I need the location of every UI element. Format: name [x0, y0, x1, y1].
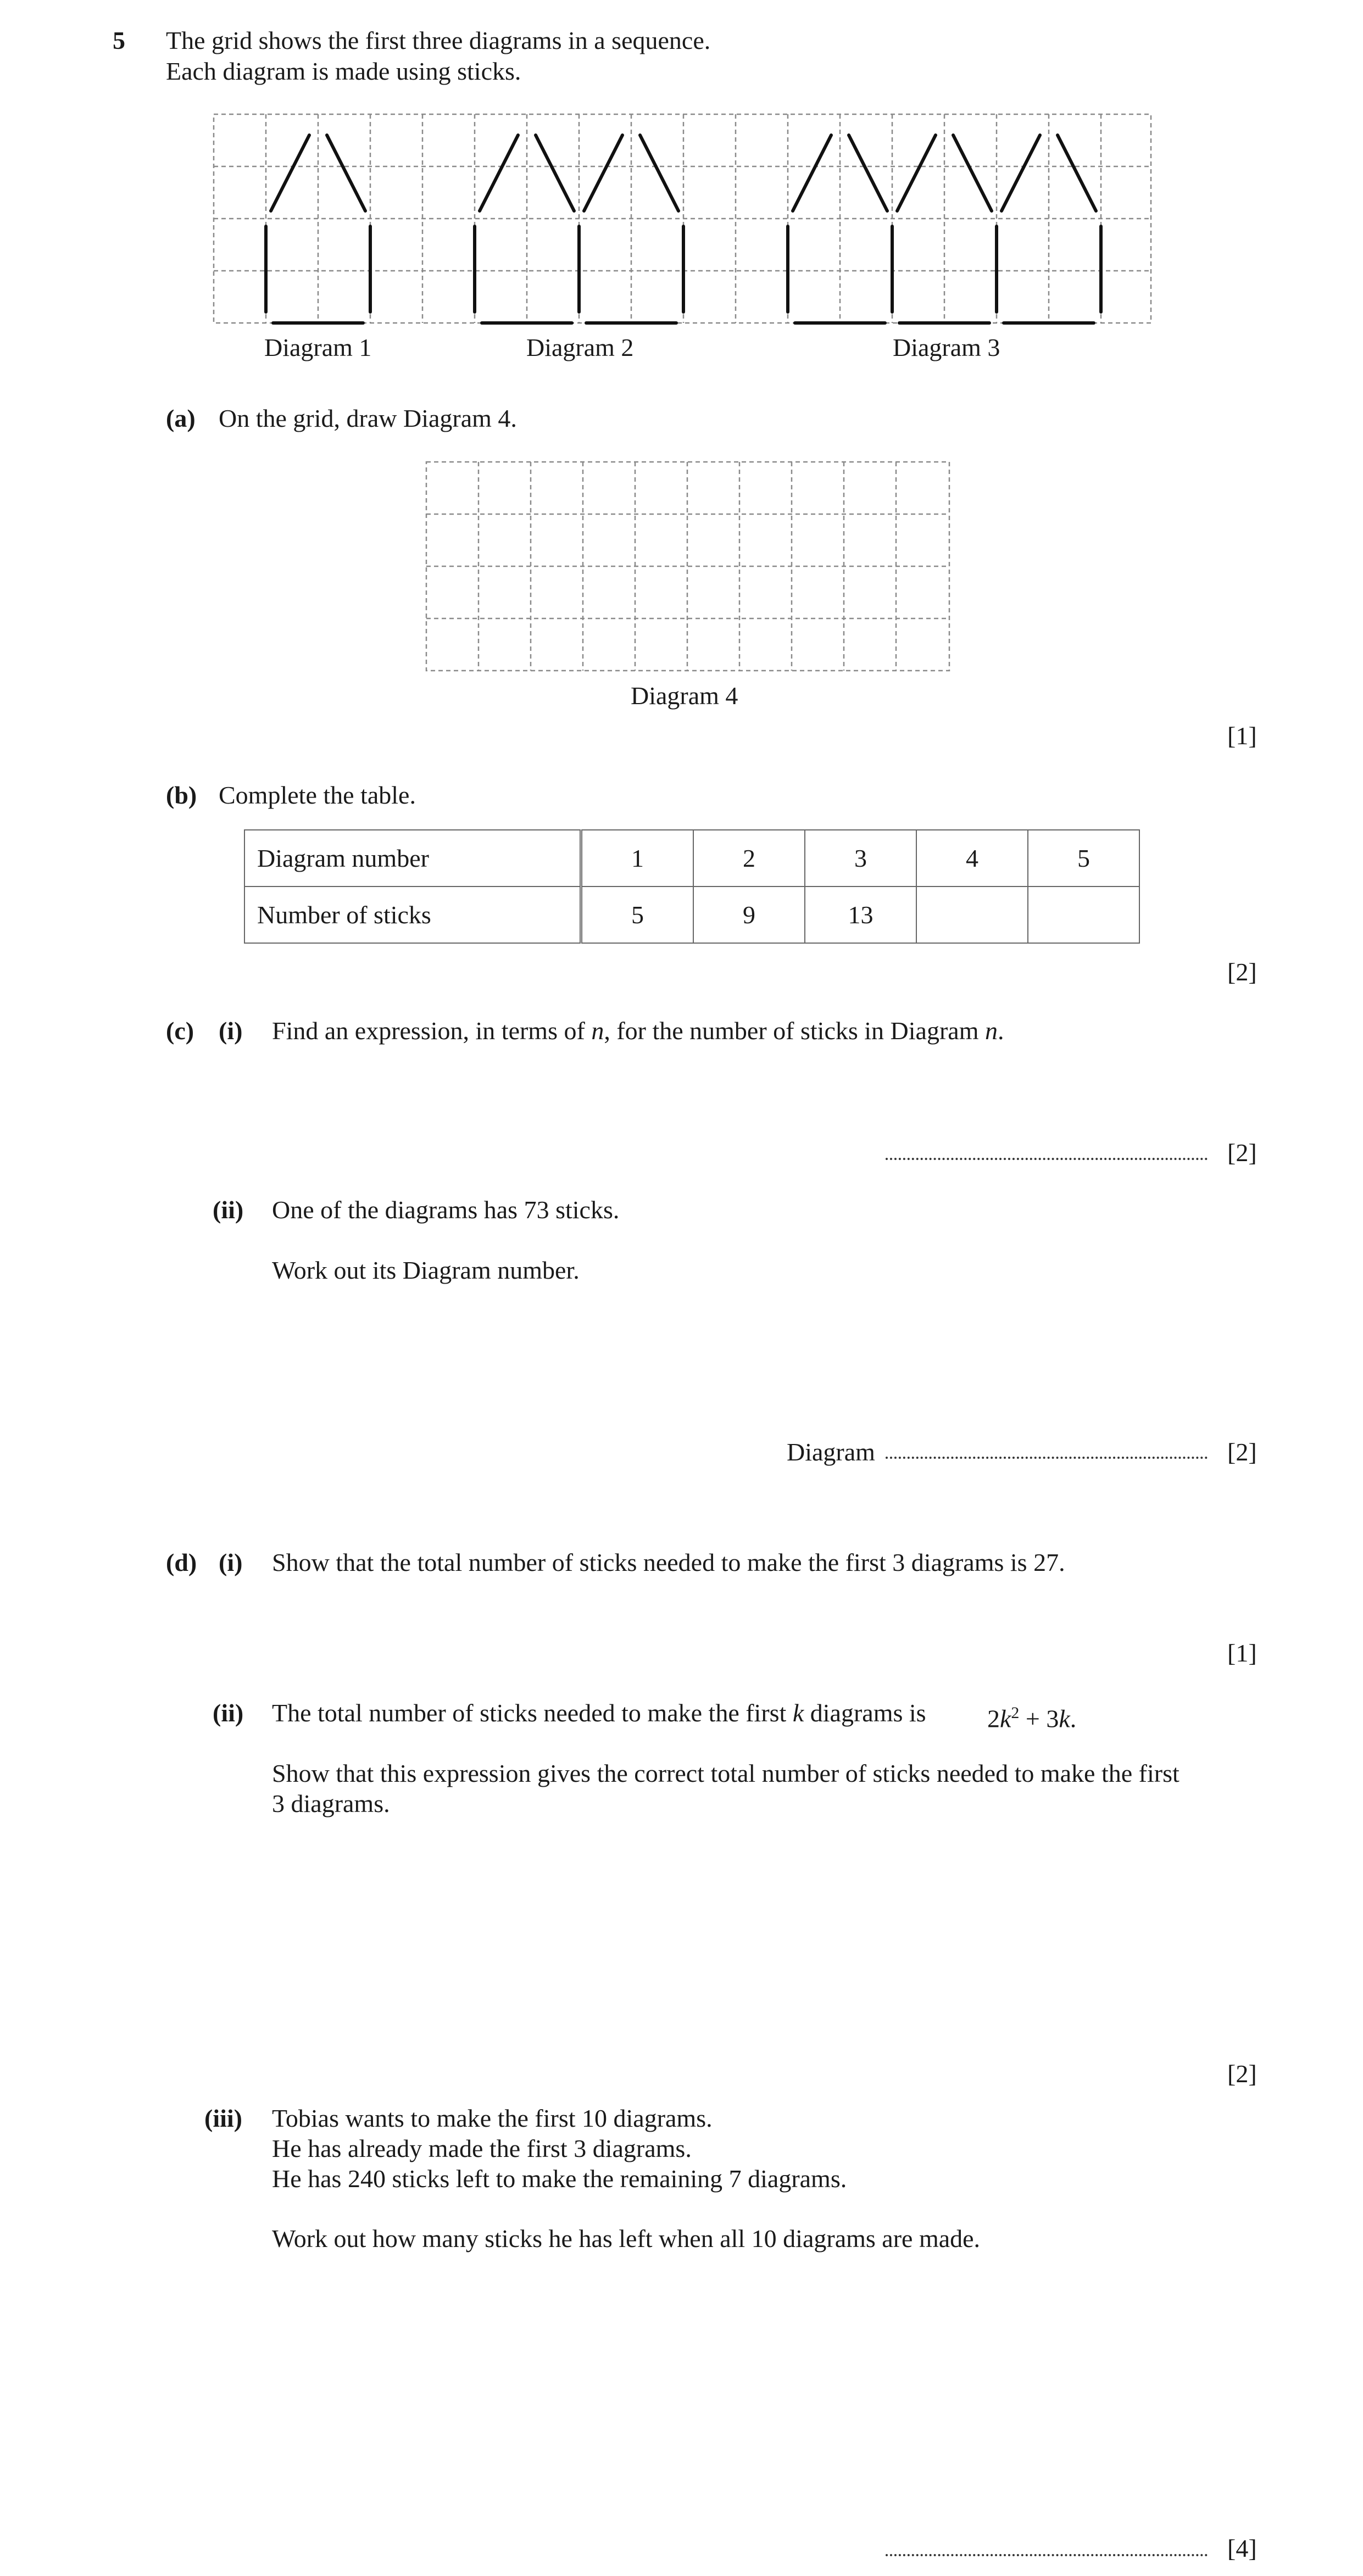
part-a-label: (a) [166, 404, 196, 432]
table-cell: 5 [1028, 830, 1139, 886]
table-cell: 5 [581, 886, 694, 943]
part-b-marks: [2] [1227, 958, 1257, 986]
diagram-3-label: Diagram 3 [893, 333, 1000, 361]
part-d-ii-marks: [2] [1227, 2060, 1257, 2088]
part-c-i-text: Find an expression, in terms of n, for the number of sticks in Diagram n. [272, 1017, 1004, 1045]
part-d-ii-label: (ii) [213, 1699, 244, 1727]
intro-line-1: The grid shows the first three diagrams in a sequence. [166, 26, 711, 54]
diagram-2-label: Diagram 2 [526, 333, 634, 361]
table-answer-cell[interactable] [916, 886, 1028, 943]
diagram-4-answer-grid[interactable] [425, 461, 950, 673]
table-cell: 1 [581, 830, 694, 886]
diagram-4-label: Diagram 4 [631, 682, 738, 710]
question-number: 5 [113, 26, 125, 54]
table-cell: 9 [693, 886, 805, 943]
part-d-i-marks: [1] [1227, 1639, 1257, 1667]
sticks-table [244, 829, 1140, 944]
table-row-diagram-number [244, 830, 1139, 886]
part-a-marks: [1] [1227, 722, 1257, 750]
part-b-text: Complete the table. [219, 781, 416, 809]
part-d-iii-task: Work out how many sticks he has left when all 10 diagrams are made. [272, 2224, 981, 2252]
part-d-ii-text-3: Show that this expression gives the correct total number of sticks needed to make the first [272, 1759, 1180, 1787]
table-row-number-of-sticks [244, 886, 1139, 943]
part-d-iii-label: (iii) [204, 2104, 242, 2132]
table-cell: 2 [693, 830, 805, 886]
part-d-ii-text-1: The total number of sticks needed to make the first k diagrams is [272, 1699, 926, 1727]
part-d-ii-text-4: 3 diagrams. [272, 1789, 390, 1817]
part-c-i-label: (i) [219, 1017, 243, 1045]
sequence-grid [213, 113, 1152, 325]
part-d-label: (d) [166, 1548, 197, 1576]
table-header-diagram-number: Diagram number [244, 830, 581, 886]
part-c-ii-answer-prefix: Diagram [787, 1438, 875, 1466]
table-cell: 4 [916, 830, 1028, 886]
part-c-ii-marks: [2] [1227, 1438, 1257, 1466]
table-cell: 3 [805, 830, 916, 886]
part-d-iii-line-2: He has already made the first 3 diagrams. [272, 2134, 692, 2162]
part-d-iii-line-3: He has 240 sticks left to make the remaining 7 diagrams. [272, 2165, 847, 2193]
part-c-ii-text-1: One of the diagrams has 73 sticks. [272, 1196, 620, 1224]
part-c-ii-text-2: Work out its Diagram number. [272, 1256, 580, 1284]
part-c-i-marks: [2] [1227, 1139, 1257, 1167]
part-d-iii-line-1: Tobias wants to make the first 10 diagrams. [272, 2104, 713, 2132]
intro-line-2: Each diagram is made using sticks. [166, 57, 521, 85]
part-d-iii-answer-line[interactable] [886, 2554, 1208, 2556]
part-c-ii-answer-line[interactable] [886, 1457, 1208, 1459]
part-d-ii-expression: $2k^2 + 3k$. [987, 1704, 1077, 1733]
part-c-label: (c) [166, 1017, 194, 1045]
table-header-number-of-sticks: Number of sticks [244, 886, 581, 943]
table-cell: 13 [805, 886, 916, 943]
diagram-1-label: Diagram 1 [264, 333, 372, 361]
part-c-ii-label: (ii) [213, 1196, 244, 1224]
part-a-text: On the grid, draw Diagram 4. [219, 404, 517, 432]
part-d-i-label: (i) [219, 1548, 243, 1576]
part-b-label: (b) [166, 781, 197, 809]
table-answer-cell[interactable] [1028, 886, 1139, 943]
part-d-iii-marks: [4] [1227, 2534, 1257, 2562]
part-c-i-answer-line[interactable] [886, 1158, 1208, 1160]
part-d-i-text: Show that the total number of sticks needed to make the first 3 diagrams is 27. [272, 1548, 1065, 1576]
